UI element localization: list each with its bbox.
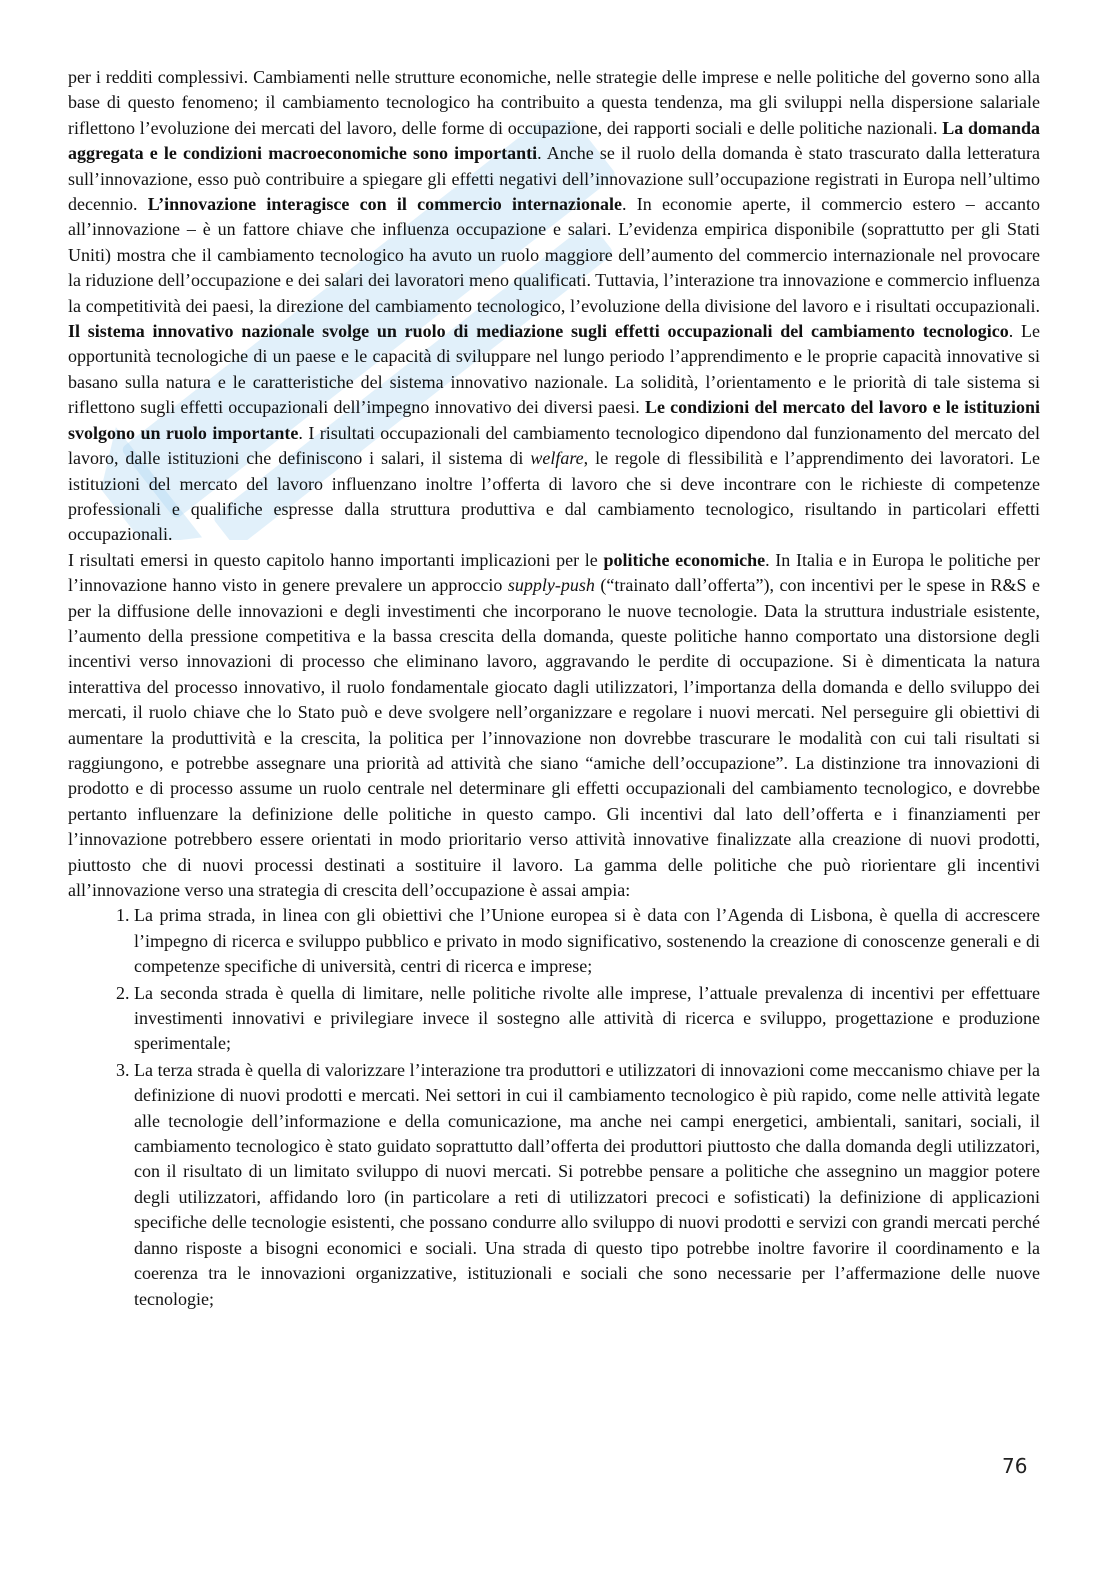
body-paragraph-2 [68, 548, 1040, 904]
text-run: . I risultati occupazionali del cambiamento tecnologico dipendono dal funzionamento del mercato del lavoro, dalle istituzioni che definiscono i salari, il sistema di [68, 422, 1040, 469]
italic-term-supply-push: supply-push [507, 575, 595, 596]
italic-term-welfare: welfare [530, 448, 584, 469]
text-run: I risultati emersi in questo capitolo hanno importanti implicazioni per le [68, 549, 604, 570]
text-run: . In economie aperte, il commercio estero – accanto all’innovazione – è un fattore chiave che influenza occupazione e salari. L’evidenza empirica disponibile (soprattutto per gli Stati Uniti) mostra che il cambiamento tecnologico ha avuto un ruolo maggiore dell’aumento del commercio internazionale nel provocare la riduzione dell’occupazione e dei salari dei lavoratori meno qualificati. Tuttavia, l’interazione tra innovazione e commercio influenza la competitività dei paesi, la direzione del cambiamento tecnologico, l’evoluzione della divisione del lavoro e i risultati occupazionali. [68, 194, 1040, 316]
body-paragraph-1 [68, 65, 1040, 548]
list-item: 2. La seconda strada è quella di limitare, nelle politiche rivolte alle imprese, l’attuale prevalenza di incentivi per effettuare investimenti innovativi e privilegiare invece il sostegno alle attività di ricerca e sviluppo, progettazione e produzione sperimentale; [134, 981, 1040, 1057]
bold-phrase-national-innovation-system: Il sistema innovativo nazionale svolge un ruolo di mediazione sugli effetti occupazionali del cambiamento tecnologico [68, 321, 1009, 342]
policy-list [68, 903, 1040, 1312]
bold-phrase-international-trade: L’innovazione interagisce con il commercio internazionale [147, 194, 623, 215]
text-run: , le regole di flessibilità e l’apprendimento dei lavoratori. Le istituzioni del mercato del lavoro influenzano inoltre l’offerta di lavoro che si deve incontrare con le richieste di competenze professionali e qualifiche espresse dalla struttura produttiva e dal cambiamento tecnologico, risultando in particolari effetti occupazionali. [68, 448, 1040, 545]
list-item: 3. La terza strada è quella di valorizzare l’interazione tra produttori e utilizzatori di innovazioni come meccanismo chiave per la definizione di nuovi prodotti e mercati. Nei settori in cui il cambiamento tecnologico è più rapido, come nelle attività legate alle tecnologie dell’informazione e della comunicazione, ma anche nei campi energetici, ambientali, sanitari, sociali, il cambiamento tecnologico è stato guidato soprattutto dall’offerta dei produttori piuttosto che dalla domanda degli utilizzatori, con il risultato di un limitato sviluppo di nuovi mercati. Si potrebbe pensare a politiche che assegnino un maggior potere degli utilizzatori, affidando loro (in particolare a reti di utilizzatori precoci e sofisticati) la definizione di applicazioni specifiche delle tecnologie esistenti, che possano condurre allo sviluppo di nuovi prodotti e servizi con grandi mercati perché danno risposte a bisogni economici e sociali. Una strada di questo tipo potrebbe inoltre favorire il coordinamento e la coerenza tra le innovazioni organizzative, istituzionali e sociali che sono necessarie per l’affermazione delle nuove tecnologie; [134, 1058, 1040, 1312]
bold-phrase-economic-policies: politiche economiche [603, 549, 766, 570]
bold-phrase-labour-market: Le condizioni del mercato del lavoro e le istituzioni svolgono un ruolo importante [68, 397, 1040, 443]
text-run: . Anche se il ruolo della domanda è stato trascurato dalla letteratura sull’innovazione, esso può contribuire a spiegare gli effetti negativi dell’innovazione sull’occupazione registrati in Europa nell’ultimo decennio. [68, 143, 1040, 215]
list-item: 1. La prima strada, in linea con gli obiettivi che l’Unione europea si è data con l’Agenda di Lisbona, è quella di accrescere l’impegno di ricerca e sviluppo pubblico e privato in modo significativo, sostenendo la creazione di conoscenze generali e di competenze specifiche di università, centri di ricerca e imprese; [134, 903, 1040, 979]
text-run: per i redditi complessivi. Cambiamenti nelle strutture economiche, nelle strategie delle imprese e nelle politiche del governo sono alla base di questo fenomeno; il cambiamento tecnologico ha contribuito a questa tendenza, ma gli sviluppi nella dispersione salariale riflettono l’evoluzione dei mercati del lavoro, delle forme di occupazione, dei rapporti sociali e delle politiche nazionali. [68, 67, 1040, 138]
document-page [68, 65, 1040, 1313]
bold-phrase-aggregate-demand: La domanda aggregata e le condizioni macroeconomiche sono importanti [68, 117, 1040, 164]
text-run: (“trainato dall’offerta”), con incentivi per le spese in R&S e per la diffusione delle innovazioni e degli investimenti che incorporano le nuove tecnologie. Data la struttura industriale esistente, l’aumento della pressione competitiva e la bassa crescita della domanda, queste politiche hanno comportato una distorsione degli incentivi verso innovazioni di processo che eliminano lavoro, aggravando le perdite di occupazione. Si è dimenticata la natura interattiva del processo innovativo, il ruolo fondamentale giocato dagli utilizzatori, l’importanza della domanda e dello sviluppo dei mercati, il ruolo chiave che lo Stato può e deve svolgere nell’organizzare e regolare i nuovi mercati. Nel perseguire gli obiettivi di aumentare la produttività e la crescita, la politica per l’innovazione non dovrebbe trascurare le modalità con cui tali risultati si raggiungono, e potrebbe assegnare una priorità ad attività che siano “amiche dell’occupazione”. La distinzione tra innovazioni di prodotto e di processo assume un ruolo centrale nel determinare gli effetti occupazionali del cambiamento tecnologico, e dovrebbe pertanto influenzare la definizione delle politiche in questo campo. Gli incentivi dal lato dell’offerta e i finanziamenti per l’innovazione potrebbero essere orientati in modo prioritario verso attività innovative finalizzate alla creazione di nuovi prodotti, piuttosto che di nuovi processi destinati a sostituire il lavoro. La gamma delle politiche che può riorientare gli incentivi all’innovazione verso una strategia di crescita dell’occupazione è assai ampia: [68, 575, 1040, 900]
text-run: . Le opportunità tecnologiche di un paese e le capacità di sviluppare nel lungo periodo l’apprendimento e le proprie capacità innovative si basano sulla natura e le caratteristiche del sistema innovativo nazionale. La solidità, l’orientamento e le priorità di tale sistema si riflettono sugli effetti occupazionali dell’impegno innovativo dei diversi paesi. [68, 321, 1041, 418]
page-number: 76 [1002, 1454, 1028, 1478]
text-run: . In Italia e in Europa le politiche per l’innovazione hanno visto in genere prevalere un approccio [68, 549, 1040, 596]
